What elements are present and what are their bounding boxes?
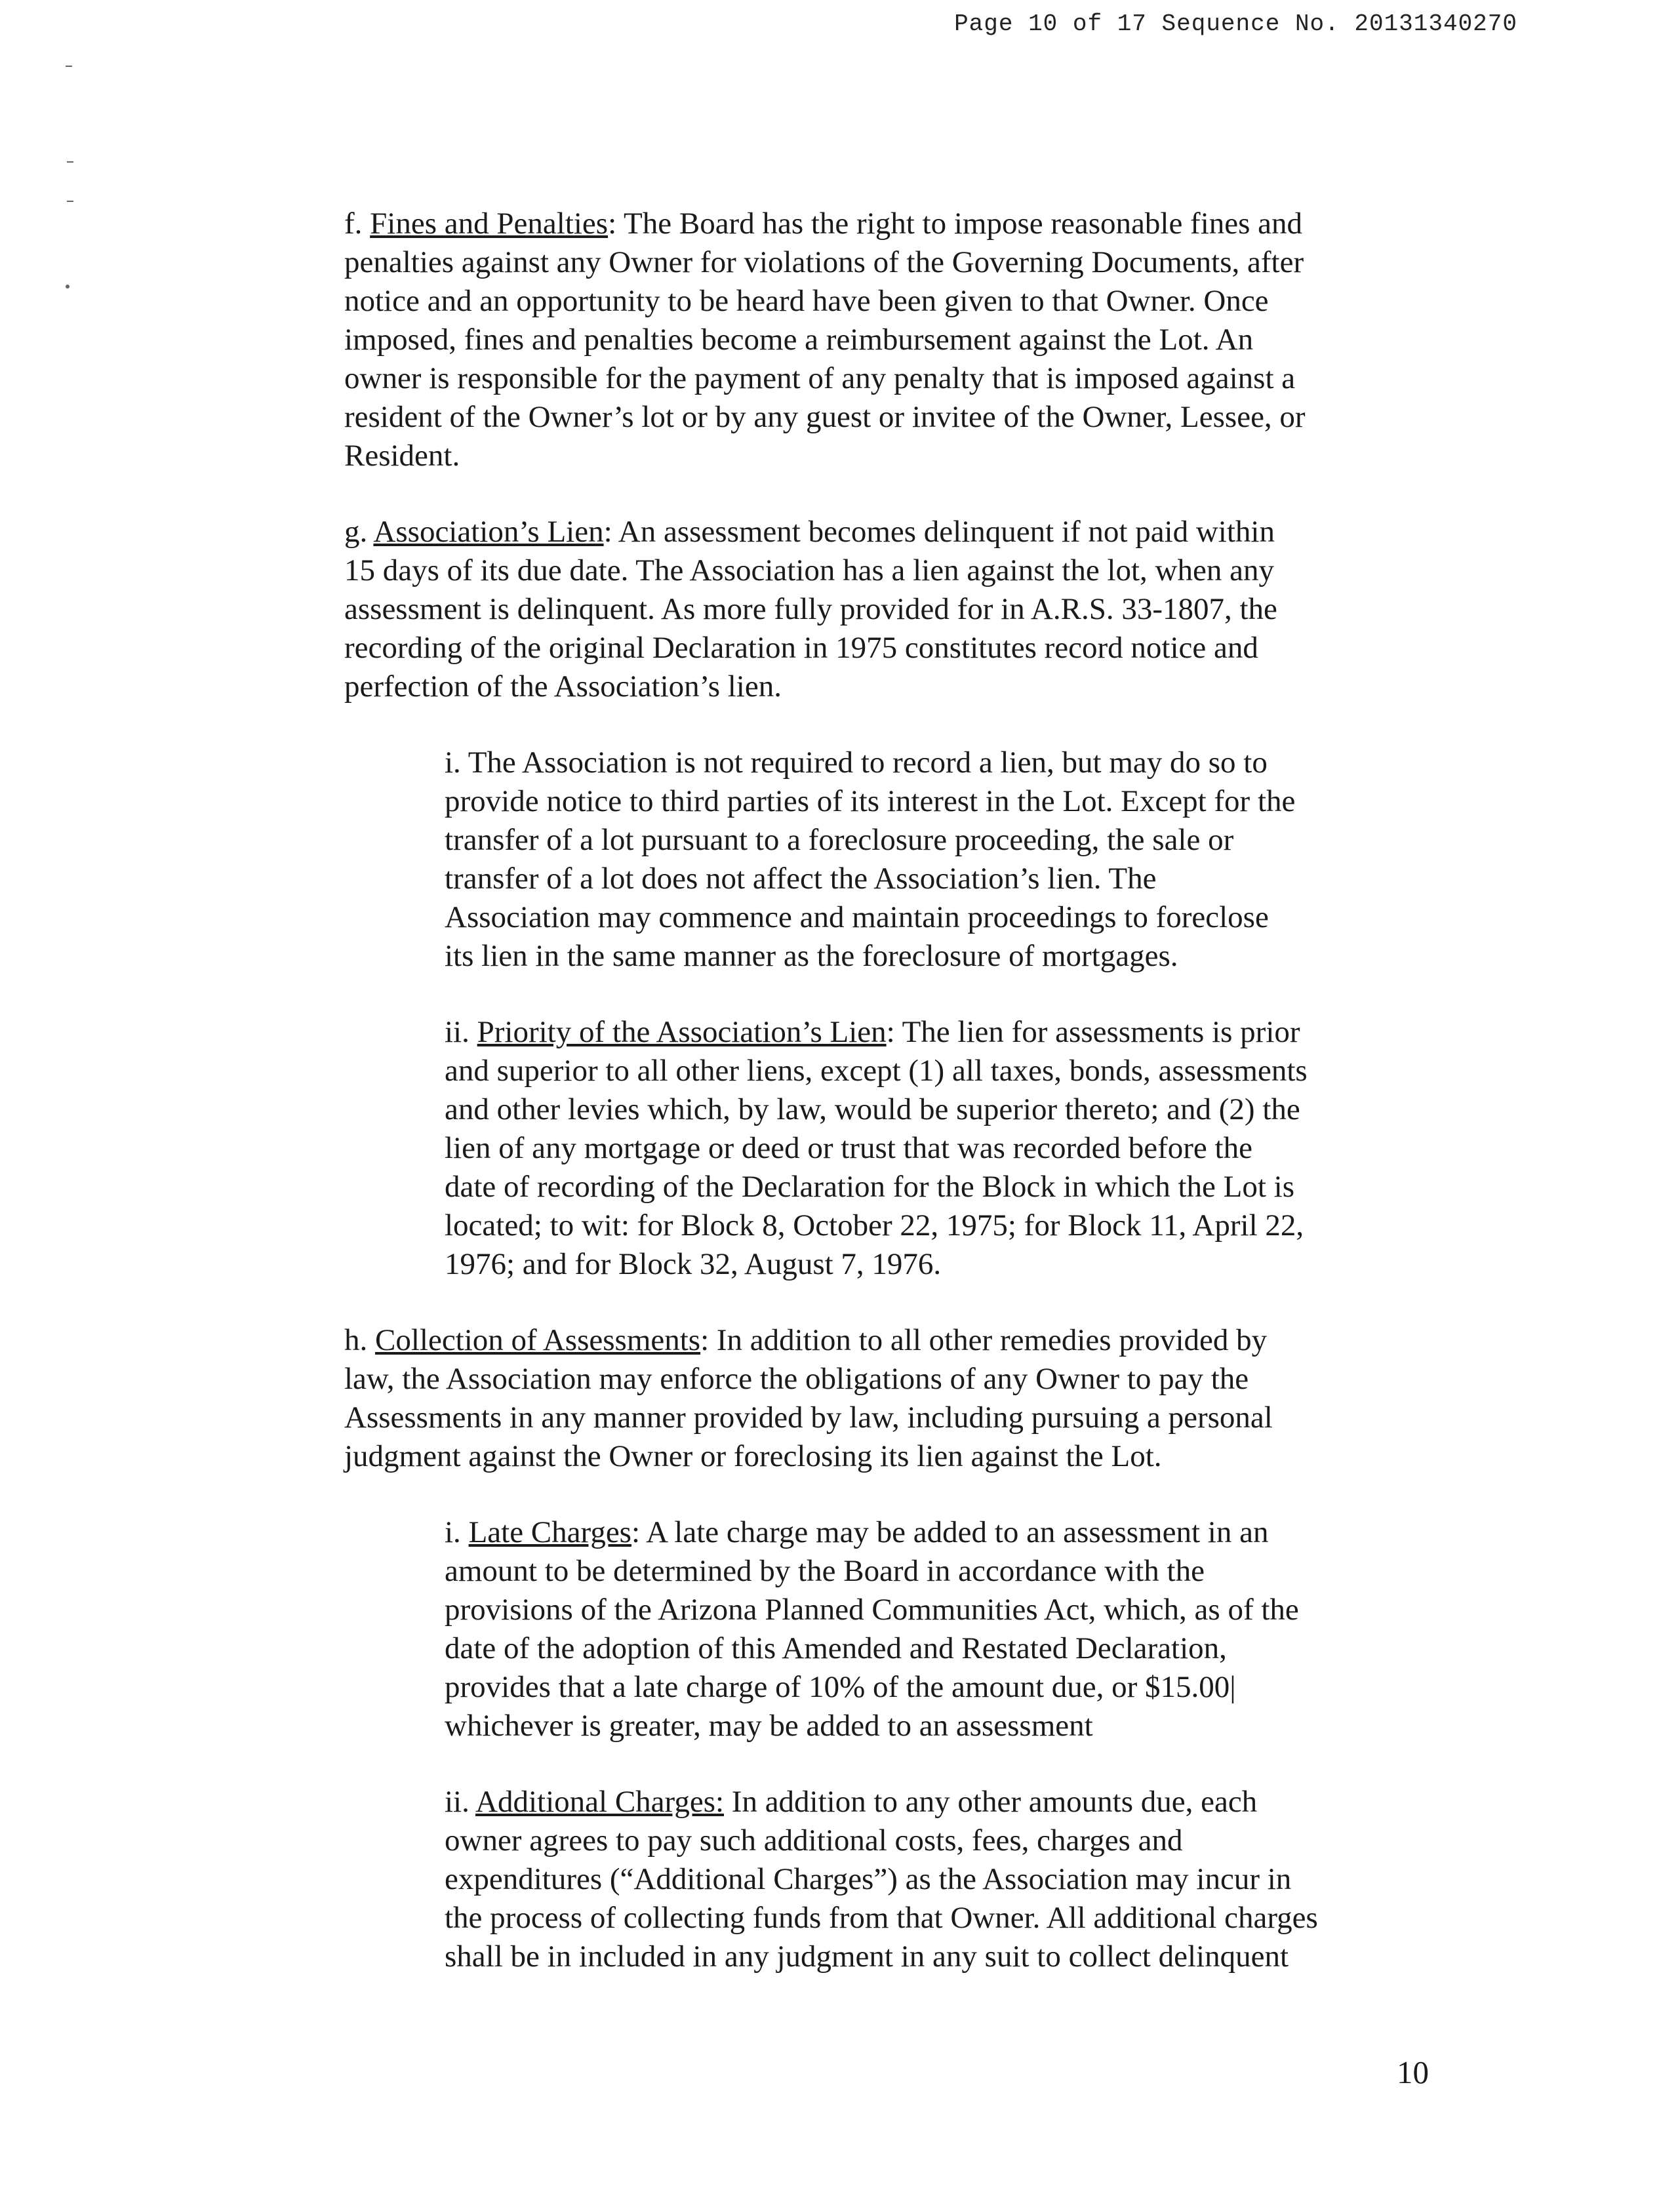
text-line: whichever is greater, may be added to an assessment bbox=[445, 1709, 1093, 1743]
paragraph-h-collection-of-assessments bbox=[344, 1321, 1472, 1476]
text-line: assessment is delinquent. As more fully provided for in A.R.S. 33-1807, the bbox=[344, 592, 1277, 626]
text-line: recording of the original Declaration in 1975 constitutes record notice and bbox=[344, 631, 1258, 665]
text-line: judgment against the Owner or foreclosing its lien against the Lot. bbox=[344, 1439, 1162, 1473]
line-text: : An assessment becomes delinquent if not paid within bbox=[603, 515, 1275, 549]
text-line: date of the adoption of this Amended and Restated Declaration, bbox=[445, 1631, 1227, 1665]
underlined-heading: Additional Charges: bbox=[475, 1785, 725, 1819]
text-line: law, the Association may enforce the obligations of any Owner to pay the bbox=[344, 1362, 1249, 1396]
paragraph-h-ii-additional-charges bbox=[445, 1783, 1472, 1976]
line-prefix: g. bbox=[344, 515, 374, 549]
text-line: perfection of the Association’s lien. bbox=[344, 669, 782, 704]
text-line: resident of the Owner’s lot or by any guest or invitee of the Owner, Lessee, or bbox=[344, 400, 1306, 434]
underlined-heading: Association’s Lien bbox=[373, 515, 604, 549]
text-line: i. The Association is not required to record a lien, but may do so to bbox=[445, 746, 1268, 780]
line-prefix: ii. bbox=[445, 1785, 476, 1819]
text-line: penalties against any Owner for violations of the Governing Documents, after bbox=[344, 245, 1304, 279]
text-line: Resident. bbox=[344, 439, 460, 473]
text-line: provide notice to third parties of its interest in the Lot. Except for the bbox=[445, 784, 1296, 818]
text-line: 15 days of its due date. The Association has a lien against the lot, when any bbox=[344, 553, 1274, 587]
scan-mark bbox=[66, 66, 72, 67]
underlined-heading: Collection of Assessments bbox=[375, 1323, 701, 1357]
text-line: owner is responsible for the payment of any penalty that is imposed against a bbox=[344, 361, 1296, 395]
line-prefix: h. bbox=[344, 1323, 375, 1357]
underlined-heading: Fines and Penalties bbox=[370, 207, 609, 241]
text-line: and superior to all other liens, except (1) all taxes, bonds, assessments bbox=[445, 1054, 1308, 1088]
text-line: amount to be determined by the Board in accordance with the bbox=[445, 1554, 1205, 1588]
page-header: Page 10 of 17 Sequence No. 20131340270 bbox=[954, 10, 1517, 37]
line-text: : A late charge may be added to an assessment in an bbox=[631, 1515, 1269, 1549]
underlined-heading: Late Charges bbox=[468, 1515, 631, 1549]
scan-mark bbox=[67, 161, 73, 163]
text-line: located; to wit: for Block 8, October 22, 1975; for Block 11, April 22, bbox=[445, 1208, 1304, 1243]
line-text: In addition to any other amounts due, each bbox=[724, 1785, 1258, 1819]
line-prefix: i. bbox=[445, 1515, 469, 1549]
line-prefix: f. bbox=[344, 207, 370, 241]
text-line: transfer of a lot pursuant to a foreclosure proceeding, the sale or bbox=[445, 823, 1234, 857]
text-line: provides that a late charge of 10% of the amount due, or $15.00| bbox=[445, 1670, 1236, 1704]
scan-mark bbox=[66, 285, 70, 288]
line-text: : The lien for assessments is prior bbox=[886, 1015, 1300, 1049]
line-prefix: ii. bbox=[445, 1015, 477, 1049]
text-line: expenditures (“Additional Charges”) as the Association may incur in bbox=[445, 1862, 1292, 1896]
text-line bbox=[445, 1783, 1472, 1821]
paragraph-h-i-late-charges bbox=[445, 1513, 1472, 1745]
text-line: transfer of a lot does not affect the Association’s lien. The bbox=[445, 862, 1157, 896]
text-line: 1976; and for Block 32, August 7, 1976. bbox=[445, 1247, 942, 1281]
text-line bbox=[344, 513, 1472, 551]
text-line bbox=[344, 1321, 1472, 1360]
text-line: owner agrees to pay such additional costs, fees, charges and bbox=[445, 1823, 1183, 1858]
paragraph-f-fines-and-penalties bbox=[344, 205, 1472, 475]
paragraph-g-i-recording-of-lien bbox=[445, 744, 1472, 976]
paragraph-g-ii-priority-of-lien bbox=[445, 1013, 1472, 1284]
page-number: 10 bbox=[1397, 2054, 1429, 2090]
line-text: : The Board has the right to impose reasonable fines and bbox=[608, 207, 1303, 241]
text-line bbox=[445, 1013, 1472, 1052]
underlined-heading: Priority of the Association’s Lien bbox=[477, 1015, 887, 1049]
text-line: Association may commence and maintain proceedings to foreclose bbox=[445, 900, 1269, 934]
text-line: lien of any mortgage or deed or trust that was recorded before the bbox=[445, 1131, 1252, 1165]
text-line: and other levies which, by law, would be superior thereto; and (2) the bbox=[445, 1092, 1300, 1126]
text-line: date of recording of the Declaration for the Block in which the Lot is bbox=[445, 1170, 1294, 1204]
text-line: provisions of the Arizona Planned Communities Act, which, as of the bbox=[445, 1593, 1299, 1627]
line-text: : In addition to all other remedies provided by bbox=[700, 1323, 1268, 1357]
scan-mark bbox=[67, 201, 73, 202]
text-line: notice and an opportunity to be heard have been given to that Owner. Once bbox=[344, 284, 1269, 318]
paragraph-g-associations-lien bbox=[344, 513, 1472, 706]
text-line: Assessments in any manner provided by law, including pursuing a personal bbox=[344, 1401, 1273, 1435]
text-line: the process of collecting funds from that Owner. All additional charges bbox=[445, 1901, 1318, 1935]
text-line: shall be in included in any judgment in any suit to collect delinquent bbox=[445, 1939, 1289, 1974]
text-line bbox=[344, 205, 1472, 243]
document-body bbox=[344, 205, 1472, 2014]
text-line: its lien in the same manner as the foreclosure of mortgages. bbox=[445, 939, 1178, 973]
text-line: imposed, fines and penalties become a reimbursement against the Lot. An bbox=[344, 323, 1254, 357]
text-line bbox=[445, 1513, 1472, 1552]
